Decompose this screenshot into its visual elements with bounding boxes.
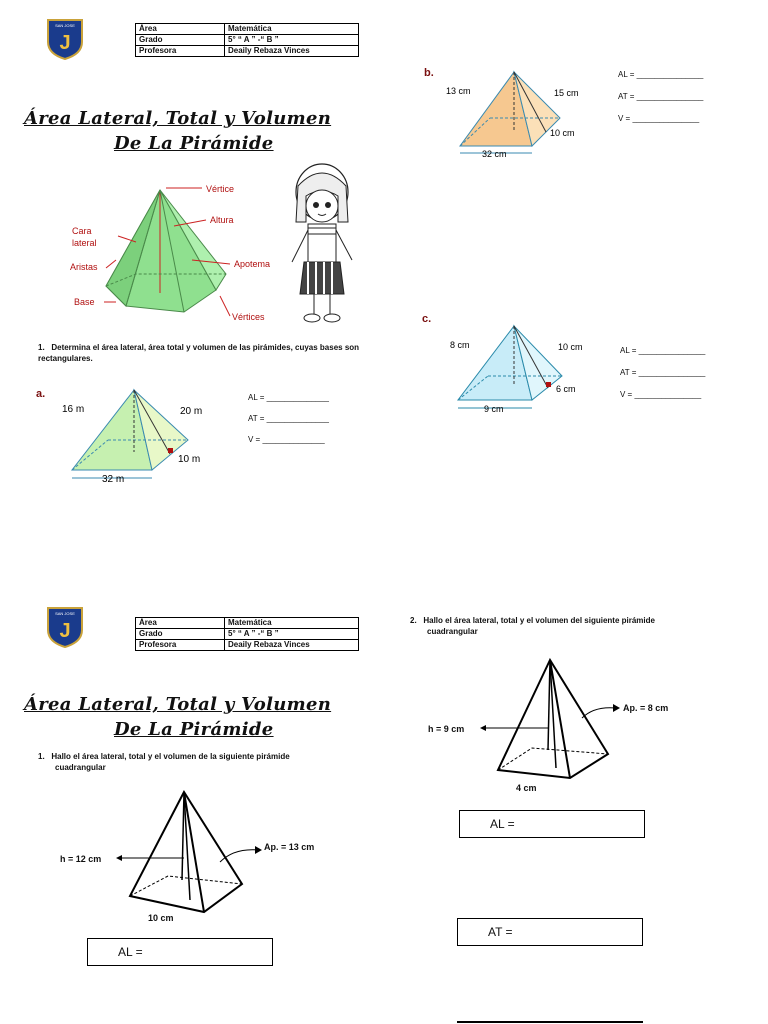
svg-text:20 m: 20 m: [180, 406, 203, 417]
svg-text:8 cm: 8 cm: [450, 340, 470, 350]
q2-at-box[interactable]: AT =: [457, 918, 643, 946]
part-c-label: c.: [422, 313, 432, 325]
svg-text:32 m: 32 m: [102, 474, 125, 485]
question-1: 1. Determina el área lateral, área total y volumen de las pirámides, cuyas bases son rectangulares.: [38, 343, 360, 363]
labeled-pyramid-diagram: [66, 178, 286, 326]
header-info-table-page2: Área Matemática Grado 5° “ A ” -“ B ” Profesora Deaily Rebaza Vinces: [135, 617, 359, 651]
label-vertice: Vértice: [206, 184, 235, 194]
q2-al-box[interactable]: AL =: [459, 810, 645, 838]
header-info-table: Área Matemática Grado 5° “ A ” -“ B ” Profesora Deaily Rebaza Vinces: [135, 23, 359, 57]
part-c-v: V = _______________: [620, 390, 702, 399]
q1-height-label: h = 12 cm: [60, 854, 102, 864]
q2-base-label: 4 cm: [516, 783, 537, 793]
logo-text-page2: SAN JOSE: [55, 611, 75, 616]
q1-al-box[interactable]: AL =: [87, 938, 273, 966]
svg-text:15 cm: 15 cm: [554, 88, 579, 98]
logo-text: SAN JOSE: [55, 23, 75, 28]
school-logo-page2: [46, 606, 84, 648]
part-a-at: AT = ______________: [248, 414, 329, 423]
svg-text:10 cm: 10 cm: [550, 128, 575, 138]
part-c-at: AT = _______________: [620, 368, 706, 377]
svg-text:32 cm: 32 cm: [482, 149, 507, 159]
page2-title-line2: De La Pirámide: [114, 719, 274, 740]
pyramid-c: [442, 320, 592, 420]
pharaoh-girl-illustration: [284, 162, 364, 328]
svg-text:9 cm: 9 cm: [484, 404, 504, 414]
h-arrow-q2: [480, 723, 550, 733]
svg-text:J: J: [59, 620, 71, 642]
q1-base-label: 10 cm: [148, 913, 174, 923]
page2-question-2: 2. Hallo el área lateral, total y el volumen del siguiente pirámide cuadrangular: [410, 616, 655, 636]
svg-text:6 cm: 6 cm: [556, 384, 576, 394]
label-apotema: Apotema: [234, 259, 271, 269]
part-c-al: AL = _______________: [620, 346, 706, 355]
part-b-v: V = _______________: [618, 114, 700, 123]
part-a-al: AL = ______________: [248, 393, 329, 402]
svg-text:10 m: 10 m: [178, 454, 201, 465]
part-b-label: b.: [424, 67, 434, 79]
q2-v-box-edge: [457, 1021, 643, 1023]
label-vertices: Vértices: [232, 312, 265, 322]
label-lateral: lateral: [72, 238, 97, 248]
part-a-v: V = ______________: [248, 435, 325, 444]
ap-arrow-q1: [218, 844, 262, 864]
label-altura: Altura: [210, 215, 234, 225]
page2-title-line1: Área Lateral, Total y Volumen: [24, 694, 332, 715]
svg-text:13 cm: 13 cm: [446, 86, 471, 96]
q2-apothem-label: Ap. = 8 cm: [623, 703, 669, 713]
pyramid-a: [56, 384, 216, 490]
page-title-line1: Área Lateral, Total y Volumen: [24, 108, 332, 129]
label-base: Base: [74, 297, 95, 307]
label-aristas: Aristas: [70, 262, 98, 272]
label-cara: Cara: [72, 226, 92, 236]
h-arrow-q1: [116, 853, 186, 863]
svg-text:16 m: 16 m: [62, 404, 85, 415]
pyramid-b: [440, 66, 590, 162]
ap-arrow-q2: [580, 702, 620, 720]
page2-question-1: 1. Hallo el área lateral, total y el volumen de la siguiente pirámide cuadrangular: [38, 752, 290, 772]
svg-text:10 cm: 10 cm: [558, 342, 583, 352]
part-b-at: AT = _______________: [618, 92, 704, 101]
page-title-line2: De La Pirámide: [114, 133, 274, 154]
school-logo: [46, 18, 84, 60]
part-a-label: a.: [36, 388, 46, 400]
q1-apothem-label: Ap. = 13 cm: [264, 842, 315, 852]
q2-height-label: h = 9 cm: [428, 724, 465, 734]
part-b-al: AL = _______________: [618, 70, 704, 79]
svg-text:J: J: [59, 32, 71, 54]
